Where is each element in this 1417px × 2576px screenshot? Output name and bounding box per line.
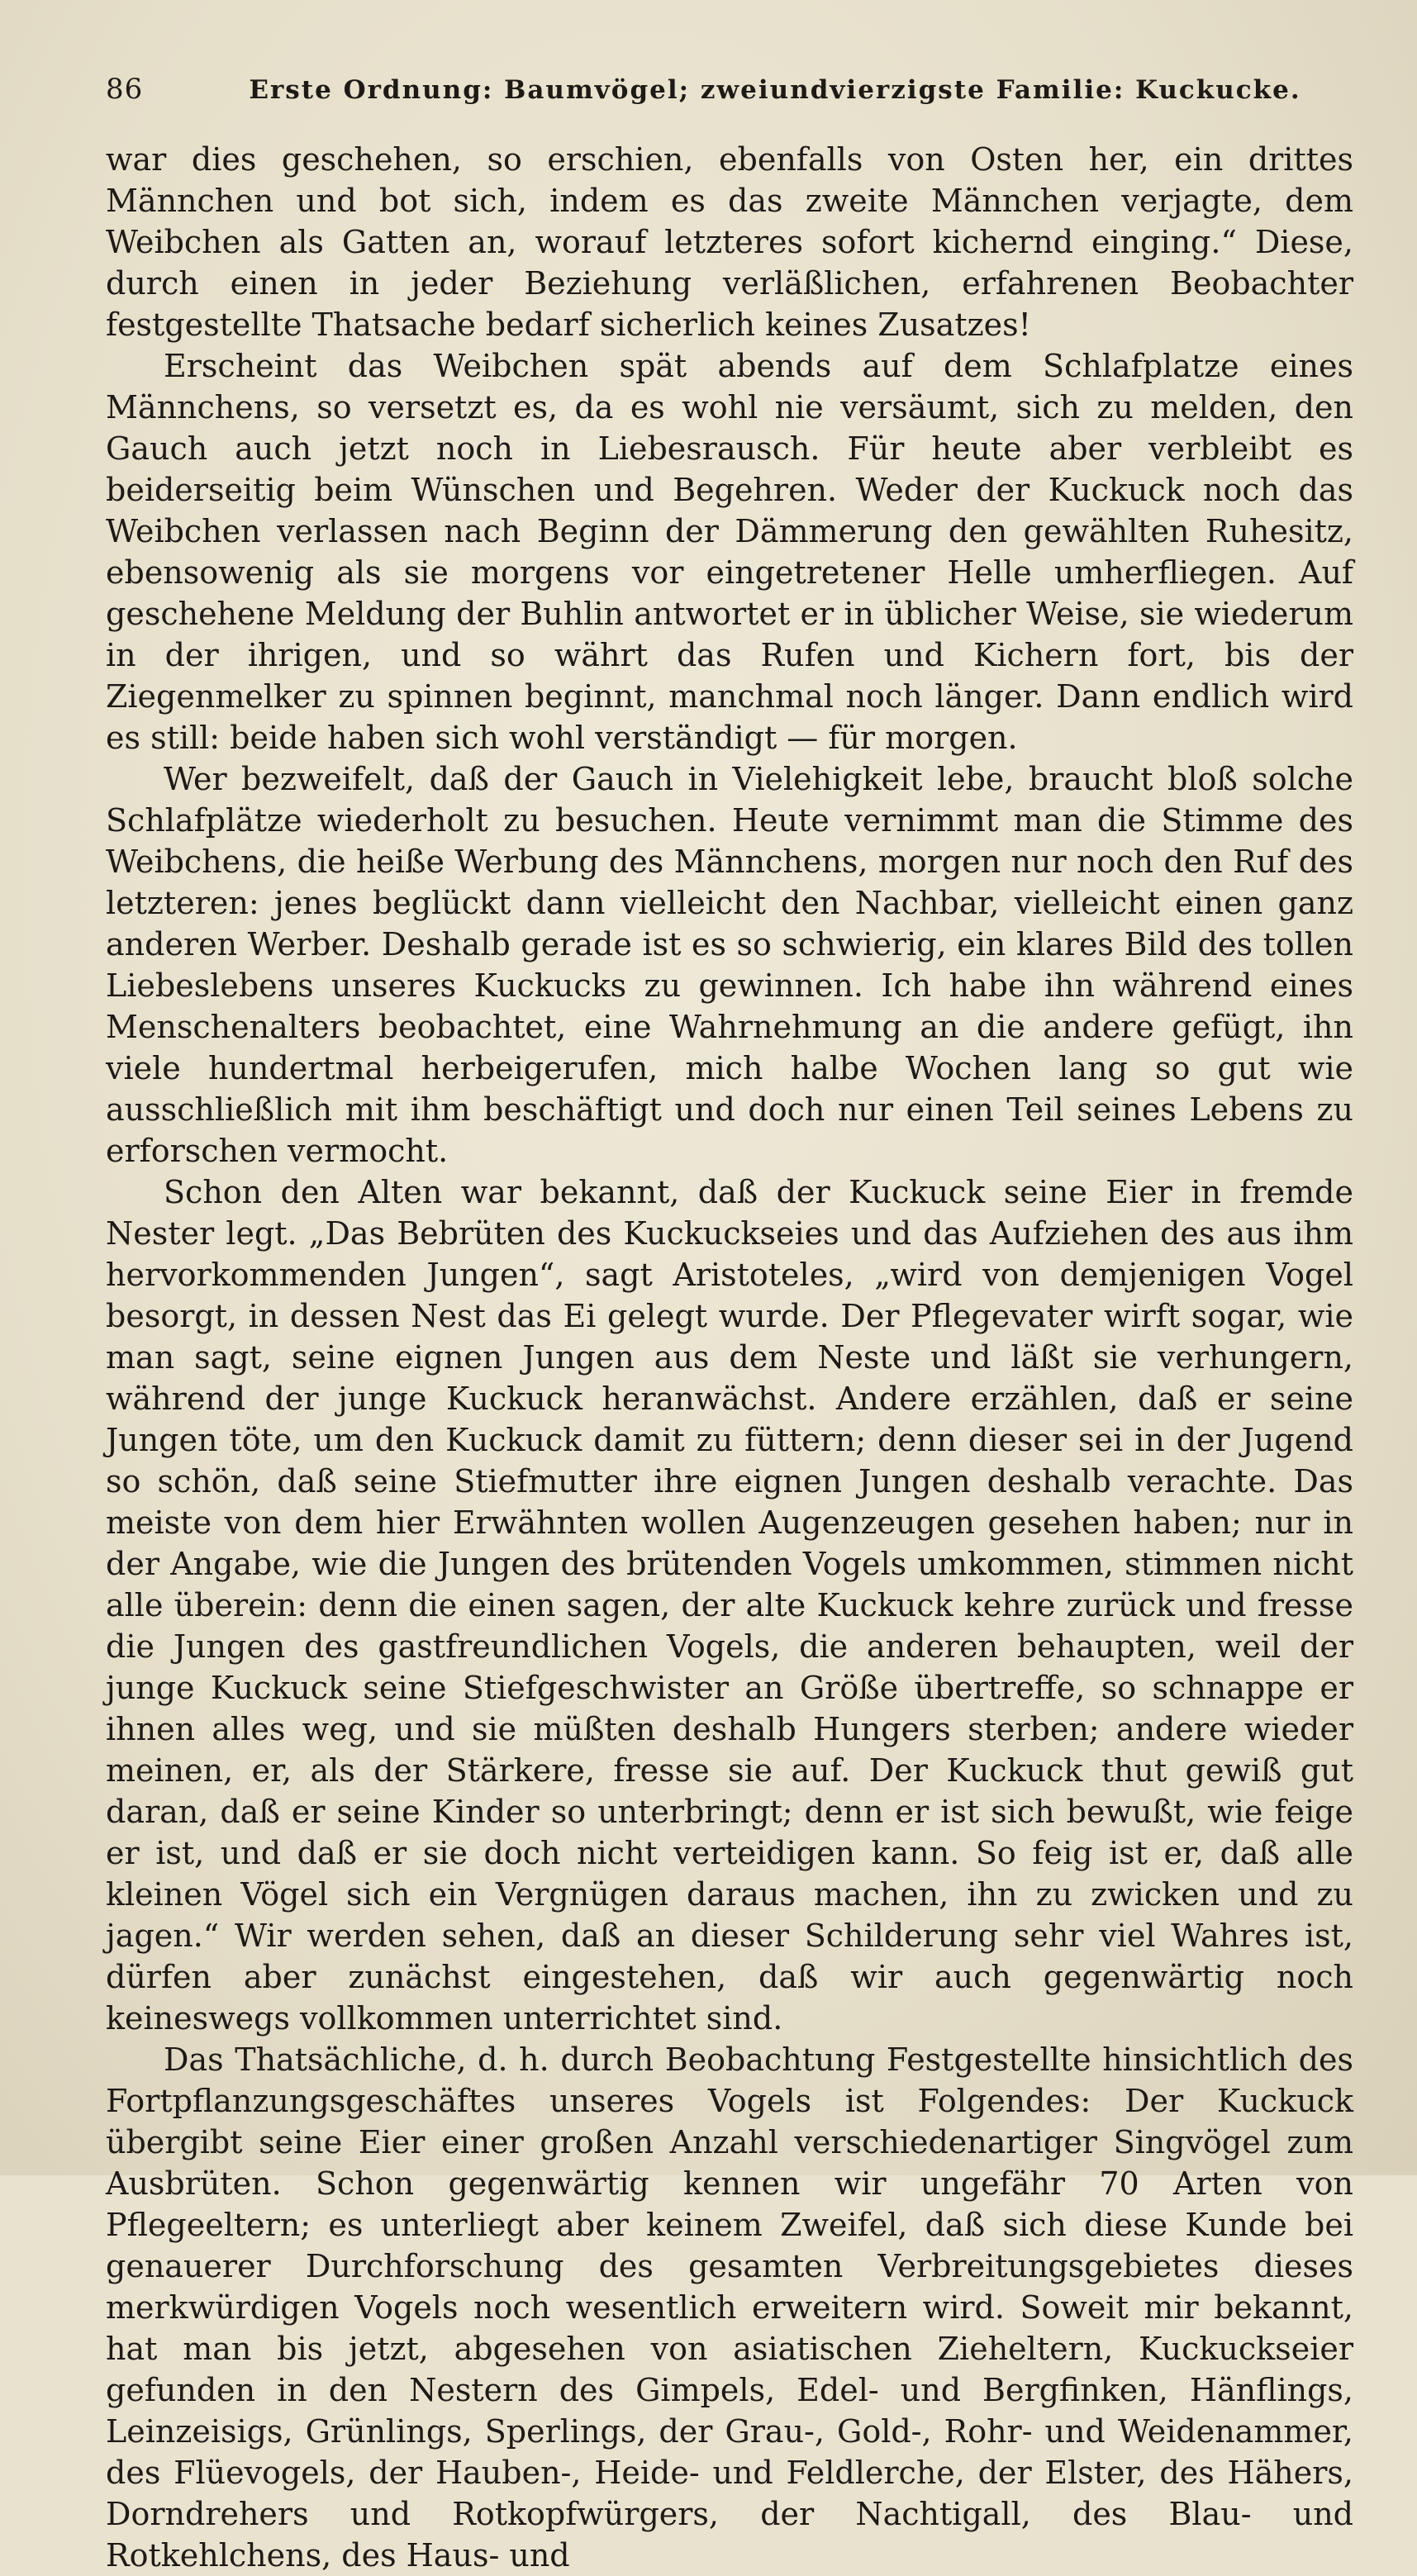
paragraph-continuation: war dies geschehen, so erschien, ebenfalls von Osten her, ein drittes Männchen und bot sich, indem es das zweite Männchen verjagte, dem Weibchen als Gatten an, worauf letzteres sofort kichernd einging.“ Diese, durch einen in jeder Beziehung verläßlichen, erfahrenen Beobachter festgestellte Thatsache bedarf sicherlich keines Zusatzes! <box>106 141 1353 343</box>
paragraph: Erscheint das Weibchen spät abends auf dem Schlafplatze eines Männchens, so versetzt es, da es wohl nie versäumt, sich zu melden, den Gauch auch jetzt noch in Liebesrausch. Für heute aber verbleibt es beiderseitig beim Wünschen und Begehren. Weder der Kuckuck noch das Weibchen verlassen nach Beginn der Dämmerung den gewählten Ruhesitz, ebensowenig als sie morgens vor eingetretener Helle umherfliegen. Auf geschehene Meldung der Buhlin antwortet er in üblicher Weise, sie wiederum in der ihrigen, und so währt das Rufen und Kichern fort, bis der Ziegenmelker zu spinnen beginnt, manchmal noch länger. Dann endlich wird es still: beide haben sich wohl verständigt — für morgen. <box>106 348 1353 756</box>
paragraph: Schon den Alten war bekannt, daß der Kuckuck seine Eier in fremde Nester legt. „Das Bebrüten des Kuckuckseies und das Aufziehen des aus ihm hervorkommenden Jungen“, sagt Aristoteles, „wird von demjenigen Vogel besorgt, in dessen Nest das Ei gelegt wurde. Der Pflegevater wirft sogar, wie man sagt, seine eignen Jungen aus dem Neste und läßt sie verhungern, während der junge Kuckuck heranwächst. Andere erzählen, daß er seine Jungen töte, um den Kuckuck damit zu füttern; denn dieser sei in der Jugend so schön, daß seine Stiefmutter ihre eignen Jungen deshalb verachte. Das meiste von dem hier Erwähnten wollen Augenzeugen gesehen haben; nur in der Angabe, wie die Jungen des brütenden Vogels umkommen, stimmen nicht alle überein: denn die einen sagen, der alte Kuckuck kehre zurück und fresse die Jungen des gastfreundlichen Vogels, die anderen behaupten, weil der junge Kuckuck seine Stiefgeschwister an Größe übertreffe, so schnappe er ihnen alles weg, und sie müßten deshalb Hungers sterben; andere wieder meinen, er, als der Stärkere, fresse sie auf. Der Kuckuck thut gewiß gut daran, daß er seine Kinder so unterbringt; denn er ist sich bewußt, wie feige er ist, und daß er sie doch nicht verteidigen kann. So feig ist er, daß alle kleinen Vögel sich ein Vergnügen daraus machen, ihn zu zwicken und zu jagen.“ Wir werden sehen, daß an dieser Schilderung sehr viel Wahres ist, dürfen aber zunächst eingestehen, daß wir auch gegenwärtig noch keineswegs vollkommen unterrichtet sind. <box>106 1174 1353 2037</box>
running-head: Erste Ordnung: Baumvögel; zweiundvierzigste Familie: Kuckucke. <box>249 75 1301 105</box>
page-header <box>106 73 1353 122</box>
page-number: 86 <box>106 73 144 106</box>
body-text <box>106 139 1353 2576</box>
paragraph: Das Thatsächliche, d. h. durch Beobachtung Festgestellte hinsichtlich des Fortpflanzungsgeschäftes unseres Vogels ist Folgendes: Der Kuckuck übergibt seine Eier einer großen Anzahl verschiedenartiger Singvögel zum Ausbrüten. Schon gegenwärtig kennen wir ungefähr 70 Arten von Pflegeeltern; es unterliegt aber keinem Zweifel, daß sich diese Kunde bei genauerer Durchforschung des gesamten Verbreitungsgebietes dieses merkwürdigen Vogels noch wesentlich erweitern wird. Soweit mir bekannt, hat man bis jetzt, abgesehen von asiatischen Zieheltern, Kuckuckseier gefunden in den Nestern des Gimpels, Edel- und Bergfinken, Hänflings, Leinzeisigs, Grünlings, Sperlings, der Grau-, Gold-, Rohr- und Weidenammer, des Flüevogels, der Hauben-, Heide- und Feldlerche, der Elster, des Hähers, Dorndrehers und Rotkopfwürgers, der Nachtigall, des Blau- und Rotkehlchens, des Haus- und <box>106 2041 1353 2574</box>
paragraph: Wer bezweifelt, daß der Gauch in Vielehigkeit lebe, braucht bloß solche Schlafplätze wiederholt zu besuchen. Heute vernimmt man die Stimme des Weibchens, die heiße Werbung des Männchens, morgen nur noch den Ruf des letzteren: jenes beglückt dann vielleicht den Nachbar, vielleicht einen ganz anderen Werber. Deshalb gerade ist es so schwierig, ein klares Bild des tollen Liebeslebens unseres Kuckucks zu gewinnen. Ich habe ihn während eines Menschenalters beobachtet, eine Wahrnehmung an die andere gefügt, ihn viele hundertmal herbeigerufen, mich halbe Wochen lang so gut wie ausschließlich mit ihm beschäftigt und doch nur einen Teil seines Lebens zu erforschen vermocht. <box>106 761 1353 1169</box>
